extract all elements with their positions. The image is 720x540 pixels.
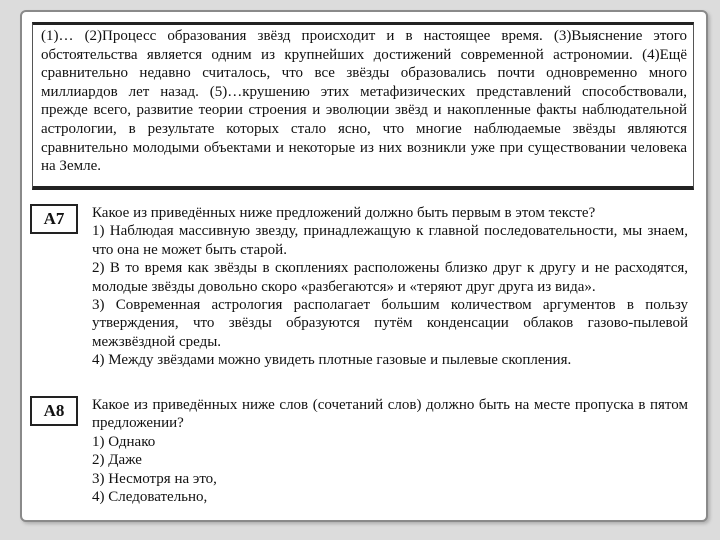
question-body-a8 xyxy=(92,396,688,506)
answer-options xyxy=(92,433,688,507)
answer-option[interactable]: 4) Следовательно, xyxy=(92,489,208,506)
reading-passage xyxy=(32,22,694,190)
question-body-a7 xyxy=(92,204,688,370)
slide-frame xyxy=(20,10,708,522)
answer-option[interactable]: 1) Однако xyxy=(92,433,156,450)
answer-option[interactable]: 1) Наблюдая массивную звезду, принадлежащую к главной последовательности, мы знаем, что она не может быть старой. xyxy=(92,223,688,258)
question-label-a7: А7 xyxy=(30,204,78,234)
question-prompt: Какое из приведённых ниже предложений должно быть первым в этом тексте? xyxy=(92,205,596,221)
answer-option[interactable]: 3) Современная астрология располагает большим количеством аргументов в пользу утверждения, что звёзды образуются путём конденсации облаков газово-пылевой межзвёздной среды. xyxy=(92,297,688,350)
answer-option[interactable]: 3) Несмотря на это, xyxy=(92,470,217,487)
question-prompt: Какое из приведённых ниже слов (сочетаний слов) должно быть на месте пропуска в пятом предложении? xyxy=(92,397,688,432)
question-label-a8: А8 xyxy=(30,396,78,426)
answer-option[interactable]: 2) Даже xyxy=(92,452,142,469)
answer-option[interactable]: 2) В то время как звёзды в скоплениях расположены близко друг к другу и не расходятся, молодые звёзды довольно скоро «разбегаются» и «теряют друг друга из вида». xyxy=(92,260,688,295)
answer-option[interactable]: 4) Между звёздами можно увидеть плотные газовые и пылевые скопления. xyxy=(92,352,572,369)
passage-text: (1)… (2)Процесс образования звёзд происходит и в настоящее время. (3)Выяснение этого обстоятельства является одним из крупнейших достижений современной астрономии. (4)Ещё сравнительно недавно считалось, что все звёзды образовались почти одновременно много миллиардов лет назад. (5)…крушению этих метафизических представлений способствовали, прежде всего, развитие теории строения и эволюции звёзд и накопленные факты наблюдательной астрологии, в результате которых стало ясно, что многие наблюдаемые звёзды являются сравнительно молодыми объектами и некоторые из них возникли уже при существовании человека на Земле. xyxy=(41,28,687,175)
answer-options xyxy=(92,222,688,369)
